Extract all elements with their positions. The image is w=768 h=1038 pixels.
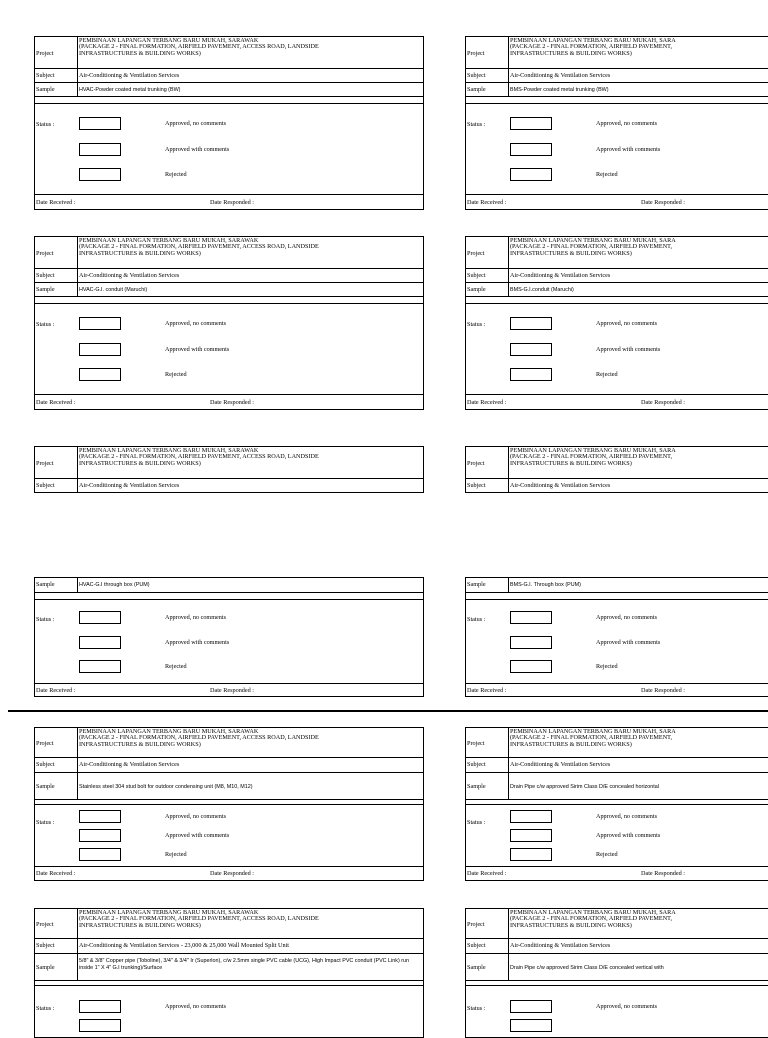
sample-text: HVAC-G.I. conduit (Maruchi) <box>79 287 148 293</box>
approved-no-comments-label: Approved, no comments <box>165 614 227 621</box>
date-responded-label: Date Responded : <box>641 199 685 206</box>
status-label: Status : <box>36 321 55 328</box>
subject-label: Subject <box>36 942 55 949</box>
page-divider <box>8 710 768 712</box>
status-label: Status : <box>467 321 486 328</box>
project-text: PEMBINAAN LAPANGAN TERBANG BARU MUKAH, SARA (PACKAGE 2 - FINAL FORMATION, AIRFIELD PAVEMENT, INFRASTRUCTURES & BUILDING WORKS) <box>510 728 676 748</box>
approved-no-comments-label: Approved, no comments <box>596 1003 658 1010</box>
approved-no-comments-label: Approved, no comments <box>165 320 227 327</box>
approved-no-comments-label: Approved, no comments <box>596 813 658 820</box>
status-label: Status : <box>36 1005 55 1012</box>
approved-with-comments-checkbox[interactable] <box>510 1019 552 1032</box>
approval-form <box>34 236 424 410</box>
subject-text: Air-Conditioning & Ventilation Services <box>79 72 180 79</box>
sample-text: 5/8" & 3/8" Copper pipe (Toboline), 3/4" & 3/4" Ir (Superlon), c/w 2.5mm single PVC cable (UCG), High Impact PVC conduit (PVC Link) run inside 1" X 4" G.I trunking)/Surface <box>79 958 410 971</box>
project-label: Project <box>467 740 485 747</box>
approval-form <box>465 727 768 881</box>
sample-text: HVAC-G.I through box (PUM) <box>79 582 150 588</box>
approved-no-comments-label: Approved, no comments <box>596 320 658 327</box>
project-label: Project <box>36 460 54 467</box>
subject-label: Subject <box>467 272 486 279</box>
approved-no-comments-label: Approved, no comments <box>165 120 227 127</box>
project-text: PEMBINAAN LAPANGAN TERBANG BARU MUKAH, SARAWAK (PACKAGE 2 - FINAL FORMATION, AIRFIELD PAVEMENT, ACCESS ROAD, LANDSIDE INFRASTRUCTURES & BUILDING WORKS) <box>79 728 319 748</box>
project-label: Project <box>36 921 54 928</box>
approval-form <box>465 36 768 210</box>
sample-label: Sample <box>36 964 55 971</box>
sample-text: Drain Pipe c/w approved Sirim Class D/E concealed horizontal <box>510 784 659 790</box>
rejected-label: Rejected <box>596 851 618 858</box>
date-responded-label: Date Responded : <box>210 399 254 406</box>
project-text: PEMBINAAN LAPANGAN TERBANG BARU MUKAH, SARA (PACKAGE 2 - FINAL FORMATION, AIRFIELD PAVEMENT, INFRASTRUCTURES & BUILDING WORKS) <box>510 909 676 929</box>
approved-with-comments-label: Approved with comments <box>165 639 230 646</box>
project-label: Project <box>36 50 54 57</box>
approval-form <box>34 727 424 881</box>
date-responded-label: Date Responded : <box>210 199 254 206</box>
approved-no-comments-label: Approved, no comments <box>165 813 227 820</box>
project-text: PEMBINAAN LAPANGAN TERBANG BARU MUKAH, SARAWAK (PACKAGE 2 - FINAL FORMATION, AIRFIELD PAVEMENT, ACCESS ROAD, LANDSIDE INFRASTRUCTURES & BUILDING WORKS) <box>79 909 319 929</box>
date-responded-label: Date Responded : <box>641 399 685 406</box>
approved-with-comments-label: Approved with comments <box>596 146 661 153</box>
date-responded-label: Date Responded : <box>641 870 685 877</box>
subject-label: Subject <box>36 482 55 489</box>
rejected-label: Rejected <box>596 371 618 378</box>
approved-no-comments-label: Approved, no comments <box>596 120 658 127</box>
rejected-label: Rejected <box>165 851 187 858</box>
subject-label: Subject <box>36 272 55 279</box>
project-label: Project <box>467 921 485 928</box>
rejected-label: Rejected <box>165 171 187 178</box>
approval-form-header <box>465 446 768 493</box>
sample-label: Sample <box>467 286 486 293</box>
date-received-label: Date Received : <box>467 687 507 694</box>
subject-text: Air-Conditioning & Ventilation Services - 23,000 & 25,000 Wall Mounted Split Unit <box>79 942 290 949</box>
project-text: PEMBINAAN LAPANGAN TERBANG BARU MUKAH, SARAWAK (PACKAGE 2 - FINAL FORMATION, AIRFIELD PAVEMENT, ACCESS ROAD, LANDSIDE INFRASTRUCTURES & BUILDING WORKS) <box>79 37 319 57</box>
sample-text: BMS-G.I.conduit (Maruchi) <box>510 287 574 293</box>
sample-text: HVAC-Powder coated metal trunking (BW) <box>79 87 181 93</box>
date-responded-label: Date Responded : <box>210 870 254 877</box>
approved-no-comments-checkbox[interactable] <box>79 1000 121 1013</box>
approval-form <box>465 236 768 410</box>
status-label: Status : <box>467 819 486 826</box>
subject-text: Air-Conditioning & Ventilation Services <box>510 482 611 489</box>
subject-label: Subject <box>36 761 55 768</box>
status-label: Status : <box>36 121 55 128</box>
date-responded-label: Date Responded : <box>210 687 254 694</box>
subject-text: Air-Conditioning & Ventilation Services <box>79 272 180 279</box>
date-received-label: Date Received : <box>36 199 76 206</box>
date-received-label: Date Received : <box>36 687 76 694</box>
project-text: PEMBINAAN LAPANGAN TERBANG BARU MUKAH, SARA (PACKAGE 2 - FINAL FORMATION, AIRFIELD PAVEMENT, INFRASTRUCTURES & BUILDING WORKS) <box>510 447 676 467</box>
sample-label: Sample <box>467 86 486 93</box>
status-label: Status : <box>467 121 486 128</box>
subject-text: Air-Conditioning & Ventilation Services <box>510 942 611 949</box>
approved-no-comments-label: Approved, no comments <box>165 1003 227 1010</box>
status-label: Status : <box>36 819 55 826</box>
subject-label: Subject <box>467 942 486 949</box>
approval-form <box>34 908 424 1038</box>
subject-text: Air-Conditioning & Ventilation Services <box>510 72 611 79</box>
sample-text: BMS-G.I. Through box (PUM) <box>510 582 581 588</box>
subject-label: Subject <box>467 761 486 768</box>
approved-with-comments-label: Approved with comments <box>165 346 230 353</box>
subject-text: Air-Conditioning & Ventilation Services <box>79 761 180 768</box>
approved-with-comments-label: Approved with comments <box>596 346 661 353</box>
date-responded-label: Date Responded : <box>641 687 685 694</box>
approval-form-body <box>34 577 424 697</box>
subject-text: Air-Conditioning & Ventilation Services <box>510 272 611 279</box>
approved-no-comments-checkbox[interactable] <box>510 1000 552 1013</box>
project-label: Project <box>36 740 54 747</box>
approved-with-comments-label: Approved with comments <box>165 832 230 839</box>
date-received-label: Date Received : <box>467 399 507 406</box>
sample-label: Sample <box>467 581 486 588</box>
status-label: Status : <box>36 616 55 623</box>
subject-label: Subject <box>36 72 55 79</box>
project-label: Project <box>36 250 54 257</box>
approved-with-comments-label: Approved with comments <box>596 832 661 839</box>
date-received-label: Date Received : <box>36 870 76 877</box>
approved-with-comments-label: Approved with comments <box>596 639 661 646</box>
sample-text: Stainless steel 304 stud bolt for outdoor condensing unit (M8, M10, M12) <box>79 784 253 790</box>
project-label: Project <box>467 460 485 467</box>
sample-text: BMS-Powder coated metal trunking (BW) <box>510 87 609 93</box>
subject-label: Subject <box>467 72 486 79</box>
approved-with-comments-label: Approved with comments <box>165 146 230 153</box>
subject-text: Air-Conditioning & Ventilation Services <box>510 761 611 768</box>
status-label: Status : <box>467 1005 486 1012</box>
approval-form <box>34 36 424 210</box>
sample-label: Sample <box>36 86 55 93</box>
subject-text: Air-Conditioning & Ventilation Services <box>79 482 180 489</box>
sample-label: Sample <box>36 581 55 588</box>
date-received-label: Date Received : <box>467 870 507 877</box>
subject-label: Subject <box>467 482 486 489</box>
project-text: PEMBINAAN LAPANGAN TERBANG BARU MUKAH, SARA (PACKAGE 2 - FINAL FORMATION, AIRFIELD PAVEMENT, INFRASTRUCTURES & BUILDING WORKS) <box>510 37 676 57</box>
status-label: Status : <box>467 616 486 623</box>
sample-label: Sample <box>467 783 486 790</box>
rejected-label: Rejected <box>165 663 187 670</box>
approval-form-header <box>34 446 424 493</box>
date-received-label: Date Received : <box>467 199 507 206</box>
approved-no-comments-label: Approved, no comments <box>596 614 658 621</box>
project-text: PEMBINAAN LAPANGAN TERBANG BARU MUKAH, SARA (PACKAGE 2 - FINAL FORMATION, AIRFIELD PAVEMENT, INFRASTRUCTURES & BUILDING WORKS) <box>510 237 676 257</box>
project-text: PEMBINAAN LAPANGAN TERBANG BARU MUKAH, SARAWAK (PACKAGE 2 - FINAL FORMATION, AIRFIELD PAVEMENT, ACCESS ROAD, LANDSIDE INFRASTRUCTURES & BUILDING WORKS) <box>79 447 319 467</box>
project-label: Project <box>467 50 485 57</box>
rejected-label: Rejected <box>596 663 618 670</box>
project-text: PEMBINAAN LAPANGAN TERBANG BARU MUKAH, SARAWAK (PACKAGE 2 - FINAL FORMATION, AIRFIELD PAVEMENT, ACCESS ROAD, LANDSIDE INFRASTRUCTURES & BUILDING WORKS) <box>79 237 319 257</box>
date-received-label: Date Received : <box>36 399 76 406</box>
sample-label: Sample <box>467 964 486 971</box>
rejected-label: Rejected <box>596 171 618 178</box>
approval-form <box>465 908 768 1038</box>
project-label: Project <box>467 250 485 257</box>
sample-label: Sample <box>36 783 55 790</box>
sample-label: Sample <box>36 286 55 293</box>
rejected-label: Rejected <box>165 371 187 378</box>
approved-with-comments-checkbox[interactable] <box>79 1019 121 1032</box>
sample-text: Drain Pipe c/w approved Sirim Class D/E concealed vertical with <box>510 965 664 971</box>
approval-form-body <box>465 577 768 697</box>
